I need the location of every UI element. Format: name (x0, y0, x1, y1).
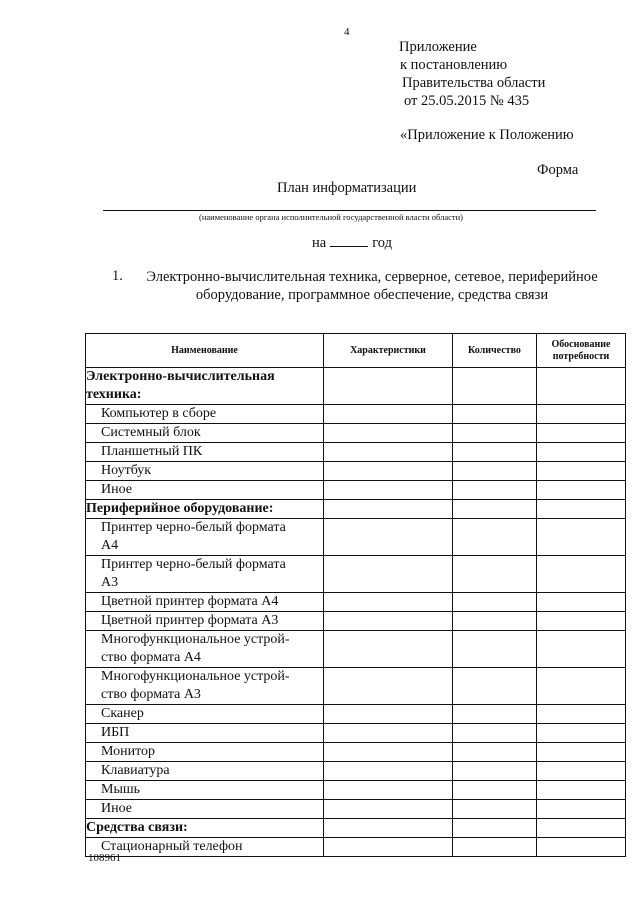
table-row (86, 424, 626, 443)
row-name-line: Планшетный ПК (101, 444, 203, 459)
header-quantity: Количество (453, 334, 537, 368)
characteristics-cell[interactable] (324, 593, 453, 612)
characteristics-cell[interactable] (324, 443, 453, 462)
quantity-cell[interactable] (453, 705, 537, 724)
quantity-cell[interactable] (453, 819, 537, 838)
justification-cell[interactable] (537, 838, 626, 857)
justification-cell[interactable] (537, 724, 626, 743)
item-name-cell (86, 593, 324, 612)
quantity-cell[interactable] (453, 556, 537, 593)
characteristics-cell[interactable] (324, 612, 453, 631)
table-row (86, 743, 626, 762)
quantity-cell[interactable] (453, 781, 537, 800)
header-justification (537, 334, 626, 368)
row-name-line: ство формата А4 (101, 650, 201, 665)
table-row (86, 612, 626, 631)
item-name-cell (86, 781, 324, 800)
table-body (86, 368, 626, 857)
row-name-line: Принтер черно-белый формата (101, 557, 286, 572)
characteristics-cell[interactable] (324, 762, 453, 781)
quantity-cell[interactable] (453, 443, 537, 462)
justification-cell[interactable] (537, 800, 626, 819)
plan-title: План информатизации (277, 180, 417, 196)
quantity-cell[interactable] (453, 800, 537, 819)
row-name-line: А3 (101, 575, 119, 590)
justification-cell[interactable] (537, 593, 626, 612)
justification-cell[interactable] (537, 762, 626, 781)
category-name-cell (86, 500, 324, 519)
row-name-line: Цветной принтер формата А4 (101, 594, 279, 609)
row-name-line: Иное (101, 801, 132, 816)
row-name-line: ИБП (101, 725, 130, 740)
row-name-line: Цветной принтер формата А3 (101, 613, 279, 628)
item-name-cell (86, 762, 324, 781)
page-number: 4 (344, 26, 350, 38)
row-name-line: А4 (101, 538, 119, 553)
table-row (86, 519, 626, 556)
characteristics-cell[interactable] (324, 743, 453, 762)
item-name-cell (86, 724, 324, 743)
quantity-cell[interactable] (453, 424, 537, 443)
quantity-cell[interactable] (453, 838, 537, 857)
item-name-cell (86, 481, 324, 500)
item-name-cell (86, 668, 324, 705)
item-name-cell (86, 556, 324, 593)
quantity-cell[interactable] (453, 612, 537, 631)
justification-cell[interactable] (537, 481, 626, 500)
row-name-line: Стационарный телефон (101, 839, 243, 854)
year-prefix: на (312, 235, 327, 251)
justification-cell[interactable] (537, 405, 626, 424)
quantity-cell[interactable] (453, 462, 537, 481)
table-row (86, 443, 626, 462)
row-name-line: Многофункциональное устрой- (101, 669, 290, 684)
section-title (135, 268, 609, 304)
annex-to-regulation: «Приложение к Положению (400, 127, 574, 143)
table-row (86, 481, 626, 500)
item-name-cell (86, 405, 324, 424)
section-title-line-1: Электронно-вычислительная техника, серверное, сетевое, периферийное (146, 269, 598, 285)
table-row (86, 405, 626, 424)
justification-cell[interactable] (537, 424, 626, 443)
table-row (86, 800, 626, 819)
row-name-line: ство формата А3 (101, 687, 201, 702)
appendix-line-3: Правительства области (402, 75, 546, 91)
item-name-cell (86, 462, 324, 481)
appendix-header (399, 38, 545, 110)
characteristics-cell[interactable] (324, 368, 453, 405)
quantity-cell[interactable] (453, 481, 537, 500)
characteristics-cell[interactable] (324, 462, 453, 481)
section-number: 1. (112, 268, 123, 284)
appendix-line-4: от 25.05.2015 № 435 (404, 93, 530, 109)
item-name-cell (86, 705, 324, 724)
table-row (86, 631, 626, 668)
quantity-cell[interactable] (453, 405, 537, 424)
row-name-line: Компьютер в сборе (101, 406, 217, 421)
justification-cell[interactable] (537, 368, 626, 405)
table-row (86, 500, 626, 519)
characteristics-cell[interactable] (324, 705, 453, 724)
header-justification-line-1: Обоснование (551, 338, 611, 350)
table-row (86, 819, 626, 838)
row-name-line: Средства связи: (86, 820, 188, 835)
quantity-cell[interactable] (453, 631, 537, 668)
justification-cell[interactable] (537, 743, 626, 762)
justification-cell[interactable] (537, 631, 626, 668)
item-name-cell (86, 838, 324, 857)
plan-table (85, 333, 626, 857)
table-row (86, 668, 626, 705)
quantity-cell[interactable] (453, 724, 537, 743)
row-name-line: Системный блок (101, 425, 201, 440)
characteristics-cell[interactable] (324, 500, 453, 519)
table-header-row (86, 334, 626, 368)
table-row (86, 705, 626, 724)
form-label: Форма (537, 162, 579, 178)
quantity-cell[interactable] (453, 368, 537, 405)
row-name-line: Многофункциональное устрой- (101, 632, 290, 647)
item-name-cell (86, 612, 324, 631)
justification-cell[interactable] (537, 556, 626, 593)
year-blank (330, 234, 368, 247)
header-characteristics: Характеристики (324, 334, 453, 368)
characteristics-cell[interactable] (324, 800, 453, 819)
table-row (86, 556, 626, 593)
justification-cell[interactable] (537, 819, 626, 838)
characteristics-cell[interactable] (324, 631, 453, 668)
item-name-cell (86, 519, 324, 556)
row-name-line: Монитор (101, 744, 156, 759)
justification-cell[interactable] (537, 500, 626, 519)
characteristics-cell[interactable] (324, 405, 453, 424)
justification-cell[interactable] (537, 612, 626, 631)
row-name-line: Мышь (101, 782, 141, 797)
row-name-line: Периферийное оборудование: (86, 501, 274, 516)
quantity-cell[interactable] (453, 593, 537, 612)
table-row (86, 781, 626, 800)
quantity-cell[interactable] (453, 762, 537, 781)
org-name-line (103, 210, 596, 211)
characteristics-cell[interactable] (324, 781, 453, 800)
quantity-cell[interactable] (453, 668, 537, 705)
justification-cell[interactable] (537, 443, 626, 462)
item-name-cell (86, 443, 324, 462)
characteristics-cell[interactable] (324, 424, 453, 443)
table-row (86, 762, 626, 781)
section-title-line-2: оборудование, программное обеспечение, средства связи (195, 287, 549, 303)
table-row (86, 462, 626, 481)
category-name-cell (86, 368, 324, 405)
category-name-cell (86, 819, 324, 838)
row-name-line: Клавиатура (101, 763, 170, 778)
row-name-line: техника: (86, 387, 142, 402)
characteristics-cell[interactable] (324, 668, 453, 705)
justification-cell[interactable] (537, 668, 626, 705)
justification-cell[interactable] (537, 519, 626, 556)
characteristics-cell[interactable] (324, 724, 453, 743)
row-name-line: Электронно-вычислительная (86, 369, 275, 384)
table-row (86, 368, 626, 405)
characteristics-cell[interactable] (324, 519, 453, 556)
header-justification-line-2: потребности (552, 350, 610, 362)
header-name: Наименование (86, 334, 324, 368)
row-name-line: Ноутбук (101, 463, 152, 478)
quantity-cell[interactable] (453, 500, 537, 519)
item-name-cell (86, 631, 324, 668)
characteristics-cell[interactable] (324, 819, 453, 838)
characteristics-cell[interactable] (324, 556, 453, 593)
row-name-line: Принтер черно-белый формата (101, 520, 286, 535)
quantity-cell[interactable] (453, 743, 537, 762)
appendix-line-2: к постановлению (400, 57, 508, 73)
row-name-line: Сканер (101, 706, 144, 721)
item-name-cell (86, 743, 324, 762)
appendix-line-1: Приложение (399, 39, 477, 55)
justification-cell[interactable] (537, 462, 626, 481)
year-line (312, 234, 392, 252)
year-suffix: год (372, 235, 392, 251)
item-name-cell (86, 424, 324, 443)
item-name-cell (86, 800, 324, 819)
characteristics-cell[interactable] (324, 481, 453, 500)
quantity-cell[interactable] (453, 519, 537, 556)
justification-cell[interactable] (537, 781, 626, 800)
table-row (86, 838, 626, 857)
table-row (86, 724, 626, 743)
justification-cell[interactable] (537, 705, 626, 724)
characteristics-cell[interactable] (324, 838, 453, 857)
document-id: 108961 (88, 852, 121, 864)
row-name-line: Иное (101, 482, 132, 497)
table-row (86, 593, 626, 612)
org-name-caption: (наименование органа исполнительной государственной власти области) (199, 212, 463, 222)
